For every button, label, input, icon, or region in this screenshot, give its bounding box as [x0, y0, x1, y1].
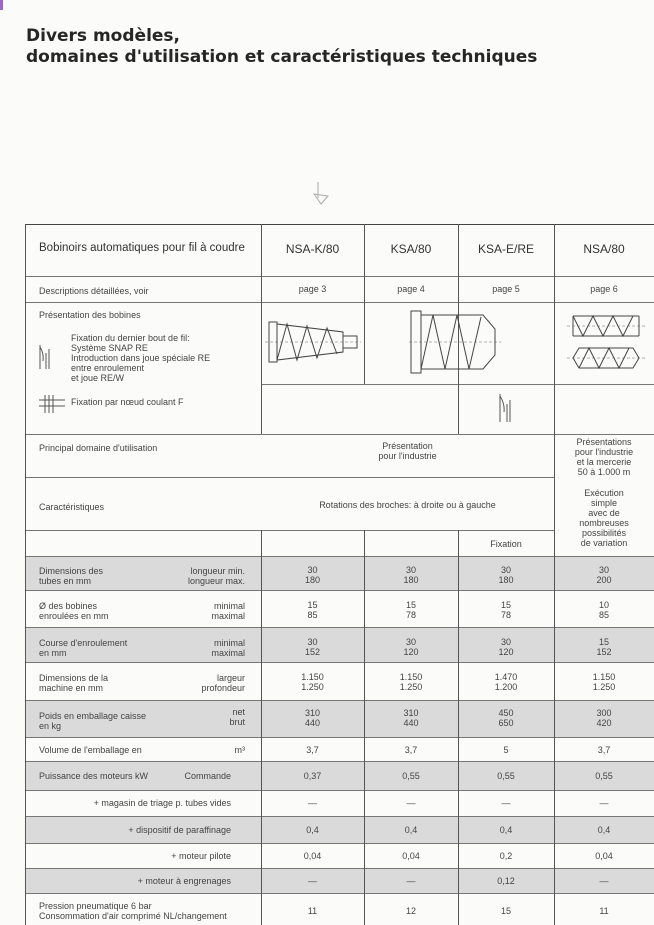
value: 1.150	[301, 672, 324, 682]
row-sub-line: maximal	[211, 648, 245, 658]
model-nsa80: NSA/80	[583, 242, 625, 256]
value: 0,4	[499, 825, 513, 835]
domaine-line: pour l'industrie	[574, 447, 634, 457]
caracteristiques-label: Caractéristiques	[39, 502, 105, 512]
pilote-label: + moteur pilote	[171, 851, 231, 861]
rule	[25, 276, 654, 277]
row-label	[39, 673, 108, 693]
value: —	[501, 798, 511, 808]
row-sub-line: longueur min.	[190, 566, 245, 576]
fixation-text: Fixation	[490, 539, 522, 549]
value: 1.470	[494, 672, 518, 682]
puissance-sub: Commande	[184, 771, 231, 781]
row-label-line: Dimensions des	[39, 566, 104, 576]
value-cell	[554, 708, 654, 728]
value-cell	[261, 600, 364, 620]
row-sub	[145, 601, 245, 621]
value: 152	[596, 647, 612, 657]
value-cell	[458, 637, 554, 657]
domaine-line: pour l'industrie	[378, 451, 437, 461]
title-line-1: Divers modèles,	[26, 26, 180, 46]
magasin-label: + magasin de triage p. tubes vides	[93, 798, 231, 808]
value: —	[308, 876, 317, 886]
row-label-line: en kg	[39, 721, 62, 731]
pression-line: Consommation d'air comprimé NL/changement	[39, 911, 227, 921]
pression-line: Pression pneumatique 6 bar	[39, 901, 152, 911]
rule	[25, 530, 554, 531]
title-line-2: domaines d'utilisation et caractéristiques techniques	[26, 47, 538, 67]
header-label: Bobinoirs automatiques pour fil à coudre	[39, 242, 245, 254]
value: 30	[405, 637, 416, 647]
caracteristiques-nsa80	[554, 488, 654, 548]
value-cell	[364, 600, 458, 620]
page-ref: page 5	[492, 284, 520, 294]
bobbin-drawing-ksa80-icon	[409, 309, 501, 375]
car-line: possibilités	[581, 528, 627, 538]
descriptions-label: Descriptions détaillées, voir	[39, 286, 149, 296]
puissance-label: Puissance des moteurs kW	[39, 771, 149, 781]
bobbin-drawing-nsa80-icon	[567, 312, 645, 374]
row-label	[39, 711, 146, 731]
row-sub-line: minimal	[213, 601, 245, 611]
value: 78	[500, 610, 511, 620]
fix1-line: Introduction dans joue spéciale RE	[71, 353, 211, 363]
value: 650	[498, 718, 514, 728]
value-cell	[364, 672, 458, 692]
rotations-text: Rotations des broches: à droite ou à gauche	[319, 500, 496, 510]
value: 310	[304, 708, 321, 718]
value-cell	[261, 565, 364, 585]
value-cell	[554, 672, 654, 692]
row-label-line: Dimensions de la	[39, 673, 109, 683]
row-label-line: Course d'enroulement	[39, 638, 128, 648]
volume-unit: m³	[234, 745, 245, 755]
value: 180	[304, 575, 321, 585]
value: 120	[498, 647, 514, 657]
engrenages-label: + moteur à engrenages	[137, 876, 231, 886]
value: 0,2	[499, 851, 513, 861]
row-label	[39, 638, 127, 658]
car-line: avec de	[588, 508, 620, 518]
value: 0,55	[497, 771, 515, 781]
value: 12	[405, 906, 416, 916]
value-cell	[364, 565, 458, 585]
fixation-noeud-text: Fixation par nœud coulant F	[71, 397, 184, 407]
page-title	[26, 26, 537, 68]
value: 85	[307, 610, 318, 620]
snap-re-symbol-icon	[37, 341, 51, 371]
model-ksa80: KSA/80	[390, 242, 432, 256]
value-cell	[458, 708, 554, 728]
volume-label: Volume de l'emballage en	[39, 745, 142, 755]
value-cell	[554, 637, 654, 657]
value: 120	[403, 647, 419, 657]
value: 0,4	[306, 825, 319, 835]
value: 30	[598, 565, 609, 575]
value: 1.200	[494, 682, 518, 692]
value: 0,12	[497, 876, 515, 886]
rule	[25, 434, 654, 435]
row-sub-line: minimal	[213, 638, 245, 648]
value-cell	[261, 672, 364, 692]
pression-label	[39, 901, 227, 921]
row-sub-line: net	[232, 707, 245, 717]
value: 180	[498, 575, 514, 585]
value: 0,4	[597, 825, 611, 835]
value: 420	[596, 718, 612, 728]
value: 0,4	[404, 825, 418, 835]
value: —	[406, 876, 416, 886]
rule	[25, 477, 554, 478]
value: 1.150	[592, 672, 616, 682]
spec-table	[25, 224, 654, 925]
snap-re-symbol-ksa-e-icon	[497, 390, 513, 426]
value: 30	[307, 637, 318, 647]
scan-mark	[0, 0, 3, 10]
value: 440	[304, 718, 321, 728]
value: 30	[500, 637, 511, 647]
row-label-line: en mm	[39, 648, 67, 658]
row-sub	[145, 707, 245, 727]
domaine-line: Présentation	[382, 441, 433, 451]
paraffinage-label: + dispositif de paraffinage	[128, 825, 231, 835]
model-nsa-k80: NSA-K/80	[285, 242, 340, 256]
row-sub-line: largeur	[216, 673, 245, 683]
rule	[25, 761, 654, 762]
row-sub-line: longueur max.	[187, 576, 245, 586]
value: 15	[405, 600, 416, 610]
value: 450	[498, 708, 514, 718]
rule	[25, 224, 654, 225]
rule	[25, 556, 654, 557]
value-cell	[458, 600, 554, 620]
value: 15	[598, 637, 609, 647]
value-cell	[554, 600, 654, 620]
value: 30	[500, 565, 511, 575]
car-line: nombreuses	[579, 518, 629, 528]
value: 200	[596, 575, 612, 585]
row-sub-line: profondeur	[201, 683, 245, 693]
pencil-arrow-mark	[312, 180, 332, 210]
fix1-line: Système SNAP RE	[71, 343, 148, 353]
value: 30	[307, 565, 318, 575]
rule	[25, 737, 654, 738]
value-cell	[364, 708, 458, 728]
value: 0,37	[303, 771, 322, 781]
noeud-coulant-symbol-icon	[37, 394, 67, 414]
rule	[25, 302, 654, 303]
value: 10	[598, 600, 609, 610]
value: 3,7	[597, 745, 611, 755]
value: 78	[405, 610, 416, 620]
domaine-industrie	[261, 441, 554, 461]
fix1-line: Fixation du dernier bout de fil:	[71, 333, 190, 343]
domaine-line: 50 à 1.000 m	[577, 467, 631, 477]
value: 0,04	[303, 851, 322, 861]
value: 30	[405, 565, 416, 575]
rule	[25, 843, 654, 844]
car-line: simple	[590, 498, 617, 508]
row-sub	[145, 566, 245, 586]
value: 0,55	[402, 771, 420, 781]
value: 1.150	[399, 672, 423, 682]
value: 15	[500, 600, 511, 610]
row-sub	[145, 673, 245, 693]
car-line: de variation	[580, 538, 628, 548]
model-ksa-e-re: KSA-E/RE	[477, 242, 534, 256]
value: 15	[500, 906, 511, 916]
value: 1.250	[592, 682, 616, 692]
row-label-line: Poids en emballage caisse	[39, 711, 147, 721]
rule	[25, 590, 654, 591]
value-cell	[261, 708, 364, 728]
domaine-label: Principal domaine d'utilisation	[39, 443, 158, 453]
row-label-line: machine en mm	[39, 683, 104, 693]
domaine-line: et la mercerie	[576, 457, 632, 467]
row-sub-line: brut	[229, 717, 245, 727]
rule	[25, 627, 654, 628]
fix1-line: entre enroulement	[71, 363, 145, 373]
value: —	[599, 798, 609, 808]
row-label	[39, 566, 103, 586]
value: —	[406, 798, 416, 808]
value-cell	[261, 637, 364, 657]
value: 300	[596, 708, 612, 718]
value-cell	[458, 565, 554, 585]
row-label-line: enroulées en mm	[39, 611, 109, 621]
value: 3,7	[404, 745, 418, 755]
rule	[25, 790, 654, 791]
value: 310	[403, 708, 419, 718]
page-ref: page 4	[397, 284, 425, 294]
value: 5	[503, 745, 509, 755]
value: 1.250	[301, 682, 324, 692]
value: —	[308, 798, 317, 808]
value: 11	[307, 906, 318, 916]
page-ref: page 3	[298, 284, 327, 294]
page-ref: page 6	[590, 284, 618, 294]
value: 152	[304, 647, 321, 657]
value-cell	[364, 637, 458, 657]
value: 3,7	[306, 745, 319, 755]
row-sub-line: maximal	[211, 611, 245, 621]
bobbin-drawing-nsa-k80-icon	[265, 314, 361, 370]
rule	[25, 662, 654, 663]
value: 85	[598, 610, 609, 620]
value: —	[599, 876, 609, 886]
value: 15	[307, 600, 318, 610]
domaine-nsa80	[554, 437, 654, 477]
value: 0,04	[402, 851, 420, 861]
value-cell	[554, 565, 654, 585]
car-line: Exécution	[584, 488, 624, 498]
value: 1.250	[399, 682, 423, 692]
row-label-line: tubes en mm	[39, 576, 92, 586]
value: 11	[599, 906, 609, 916]
fixation-snap-text	[71, 333, 210, 383]
rule	[25, 893, 654, 894]
fix1-line: et joue RE/W	[71, 373, 125, 383]
value: 0,04	[595, 851, 613, 861]
row-sub	[145, 638, 245, 658]
rule	[25, 700, 654, 701]
rule	[25, 816, 654, 817]
value-cell	[458, 672, 554, 692]
row-label-line: Ø des bobines	[39, 601, 98, 611]
value: 440	[403, 718, 419, 728]
rule	[25, 868, 654, 869]
domaine-line: Présentations	[576, 437, 632, 447]
row-label	[39, 601, 109, 621]
value: 180	[403, 575, 419, 585]
presentation-label: Présentation des bobines	[39, 310, 141, 320]
value: 0,55	[595, 771, 613, 781]
col-rule	[25, 224, 26, 925]
